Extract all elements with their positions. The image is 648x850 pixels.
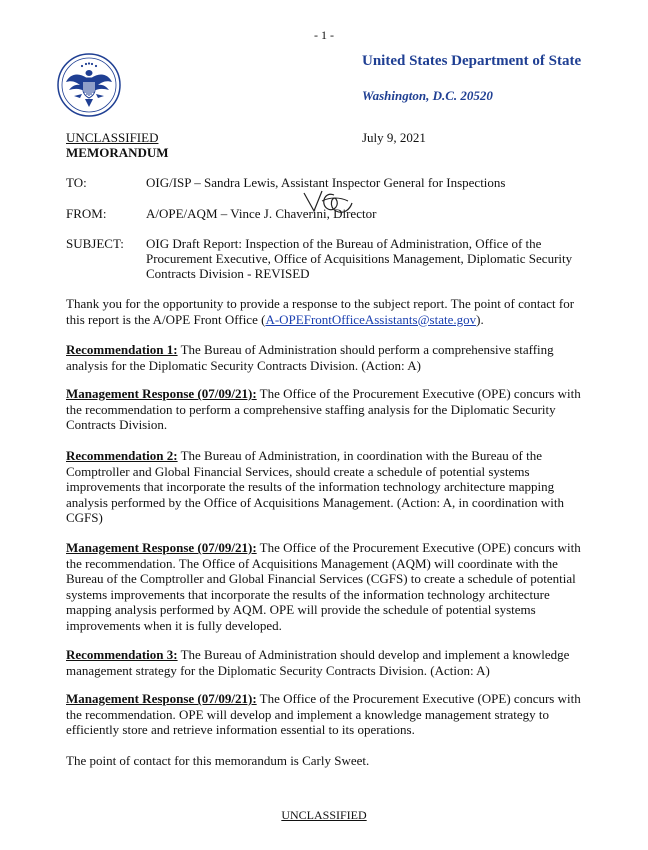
management-response-2 [66,540,586,634]
page-number: - 1 - [314,28,334,42]
subject-value: OIG Draft Report: Inspection of the Bureau of Administration, Office of the Procurement Executive, Office of Acquisitions Management, Diplomatic Security Contracts Division - REVISED [146,236,573,281]
management-response-1-heading: Management Response (07/09/21): [66,386,257,401]
management-response-2-text: The Office of the Procurement Executive (OPE) concurs with the recommendation. The Office of Acquisitions Management (AQM) will coordinate with the Bureau of the Comptroller and Global Financial Services (CGFS) to create a schedule of potential systems improvements that incorporate the results of the information technology architecture mapping analysis performed by AQM. OPE will provide the schedule of potential systems improvements when it is fully developed. [66,540,581,633]
recommendation-1-heading: Recommendation 1: [66,342,178,357]
subject-label: SUBJECT: [66,236,124,251]
letterhead-city: Washington, D.C. 20520 [362,88,493,103]
from-label: FROM: [66,206,107,221]
management-response-3-text: The Office of the Procurement Executive (OPE) concurs with the recommendation. OPE will develop and implement a knowledge management strategy to efficiently store and retrieve information essential to its operations. [66,691,581,738]
intro-text-end: ). [476,311,484,327]
intro-paragraph [66,296,586,327]
recommendation-3-heading: Recommendation 3: [66,647,178,662]
management-response-3 [66,691,586,738]
recommendation-3 [66,647,586,678]
recommendation-3-text: The Bureau of Administration should develop and implement a knowledge management strategy for the Diplomatic Security Contracts Division. (Action: A) [66,647,570,678]
management-response-2-heading: Management Response (07/09/21): [66,540,257,555]
intro-text: Thank you for the opportunity to provide a response to the subject report. The point of contact for this report is the A/OPE Front Office ( [66,296,575,327]
to-label: TO: [66,175,87,190]
recommendation-2-text: The Bureau of Administration, in coordination with the Bureau of the Comptroller and Global Financial Services, should create a schedule of potential systems improvements that incorporate the results of the information technology architecture mapping analysis performed by the Office of Acquisitions Management. (Action: A, in coordination with CGFS) [66,448,564,526]
email-link[interactable]: A-OPEFrontOfficeAssistants@state.gov [265,311,477,327]
memo-label: MEMORANDUM [66,145,169,160]
classification-top: UNCLASSIFIED [66,130,159,145]
recommendation-2 [66,448,586,526]
closing-paragraph: The point of contact for this memorandum is Carly Sweet. [66,753,370,768]
handwritten-signature-icon [300,187,356,221]
management-response-1 [66,386,586,433]
management-response-3-heading: Management Response (07/09/21): [66,691,257,706]
management-response-1-text: The Office of the Procurement Executive (OPE) concurs with the recommendation to perform a comprehensive staffing analysis for the Diplomatic Security Contracts Division. [66,386,581,433]
to-value: OIG/ISP – Sandra Lewis, Assistant Inspector General for Inspections [146,175,506,190]
recommendation-2-heading: Recommendation 2: [66,448,178,463]
from-value: A/OPE/AQM – Vince J. Chaverini, Director [146,206,377,221]
department-of-state-seal-icon [56,52,122,118]
recommendation-1 [66,342,586,373]
classification-bottom: UNCLASSIFIED [281,808,367,822]
recommendation-1-text: The Bureau of Administration should perform a comprehensive staffing analysis for the Diplomatic Security Contracts Division. (Action: A) [66,342,554,373]
letterhead-department: United States Department of State [362,53,582,69]
memo-date: July 9, 2021 [362,130,426,145]
